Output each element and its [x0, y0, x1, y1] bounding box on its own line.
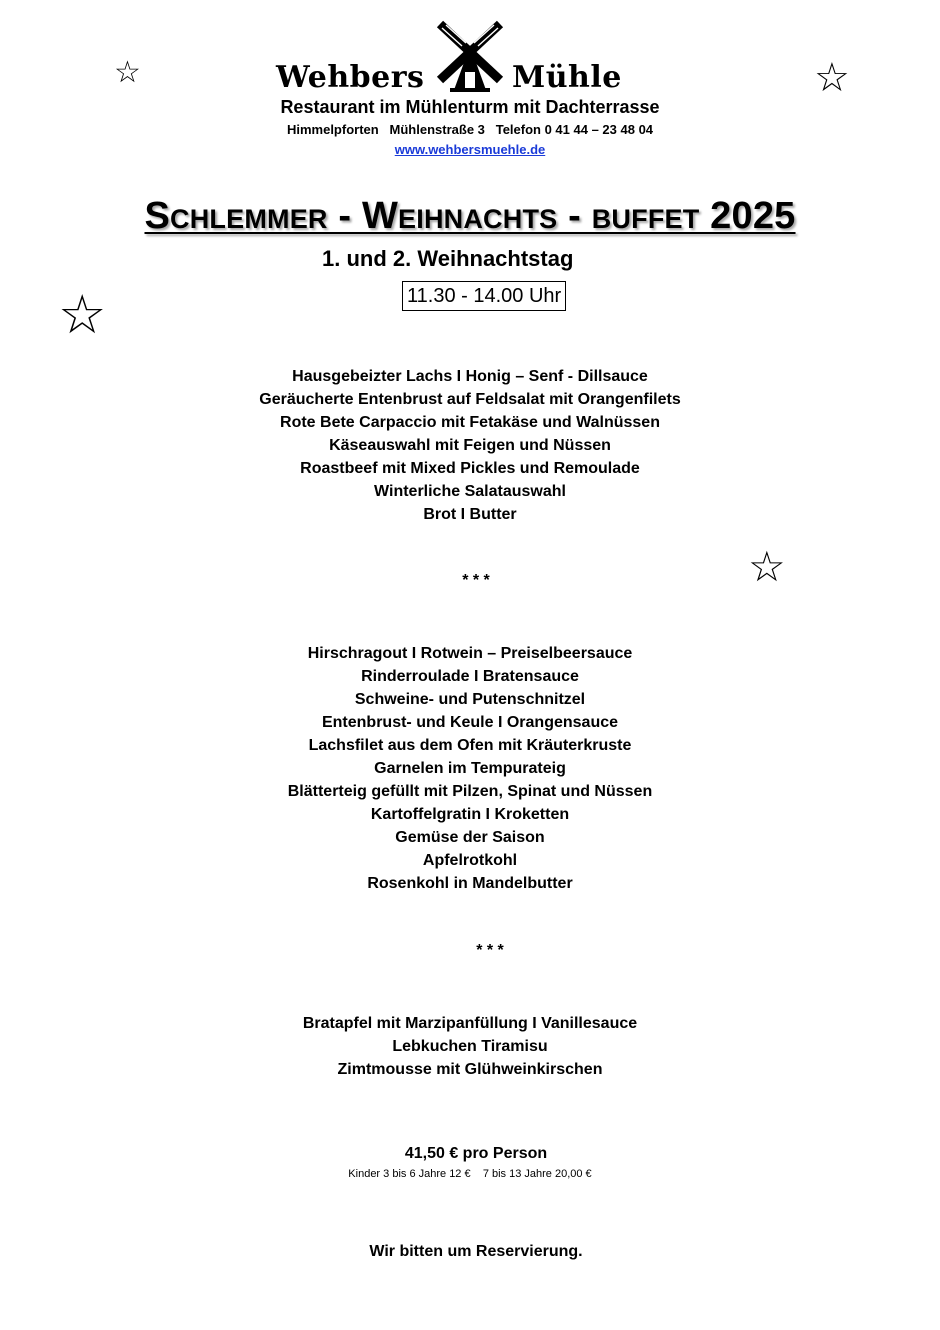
menu-item: Rinderroulade I Bratensauce: [361, 668, 579, 685]
menu-item: Zimtmousse mit Glühweinkirschen: [337, 1061, 603, 1078]
menu-item: Bratapfel mit Marzipanfüllung I Vanillesauce: [302, 1015, 638, 1032]
menu-item: Lebkuchen Tiramisu: [392, 1038, 548, 1055]
menu-item: Entenbrust- und Keule I Orangensauce: [321, 714, 619, 731]
menu-item: Rosenkohl in Mandelbutter: [367, 875, 573, 892]
menu-item: Garnelen im Tempurateig: [374, 760, 566, 777]
course-separator: * * *: [476, 942, 504, 959]
star-icon: ☆: [58, 283, 107, 346]
subtitle-days: 1. und 2. Weihnachtstag: [322, 246, 574, 271]
starters-section: [0, 365, 940, 526]
address-line: Himmelpforten Mühlenstraße 3 Telefon 0 41 44 – 23 48 04: [286, 122, 654, 137]
website-link[interactable]: www.wehbersmuehle.de: [394, 142, 546, 157]
mains-section: [0, 642, 940, 895]
star-icon: ☆: [748, 542, 786, 591]
menu-item: Geräucherte Entenbrust auf Feldsalat mit Orangenfilets: [259, 391, 681, 408]
reservation-note: Wir bitten um Reservierung.: [369, 1243, 583, 1260]
menu-item: Schweine- und Putenschnitzel: [354, 691, 586, 708]
price-kids: Kinder 3 bis 6 Jahre 12 € 7 bis 13 Jahre 20,00 €: [348, 1168, 592, 1180]
website-line: [0, 141, 940, 159]
menu-item: Roastbeef mit Mixed Pickles und Remoulade: [300, 460, 640, 477]
menu-item: Hirschragout I Rotwein – Preiselbeersauce: [307, 645, 633, 662]
star-icon: ☆: [114, 55, 141, 90]
title-text: Schlemmer - Weihnachts - buffet 2025: [144, 195, 796, 237]
brand-header: [0, 18, 940, 94]
menu-item: Käseauswahl mit Feigen und Nüssen: [329, 437, 611, 454]
menu-item: Gemüse der Saison: [395, 829, 545, 846]
star-icon: ☆: [814, 55, 850, 101]
brand-left: Wehbers: [276, 60, 425, 95]
page-title: [0, 193, 940, 239]
menu-item: Apfelrotkohl: [422, 852, 518, 869]
course-separator: * * *: [462, 572, 490, 589]
menu-item: Hausgebeizter Lachs I Honig – Senf - Dillsauce: [292, 368, 648, 385]
restaurant-tagline: Restaurant im Mühlenturm mit Dachterrasse: [280, 97, 660, 117]
menu-item: Kartoffelgratin I Kroketten: [370, 806, 570, 823]
menu-item: Brot I Butter: [423, 506, 517, 523]
menu-item: Blätterteig gefüllt mit Pilzen, Spinat und Nüssen: [287, 783, 653, 800]
price-main: 41,50 € pro Person: [404, 1145, 548, 1162]
time-box: 11.30 - 14.00 Uhr: [402, 281, 566, 311]
menu-item: Winterliche Salatauswahl: [374, 483, 566, 500]
windmill-icon: [432, 20, 508, 94]
menu-item: Lachsfilet aus dem Ofen mit Kräuterkruste: [308, 737, 632, 754]
brand-right: Mühle: [512, 60, 622, 95]
menu-item: Rote Bete Carpaccio mit Fetakäse und Walnüssen: [280, 414, 660, 431]
desserts-section: [0, 1012, 940, 1081]
